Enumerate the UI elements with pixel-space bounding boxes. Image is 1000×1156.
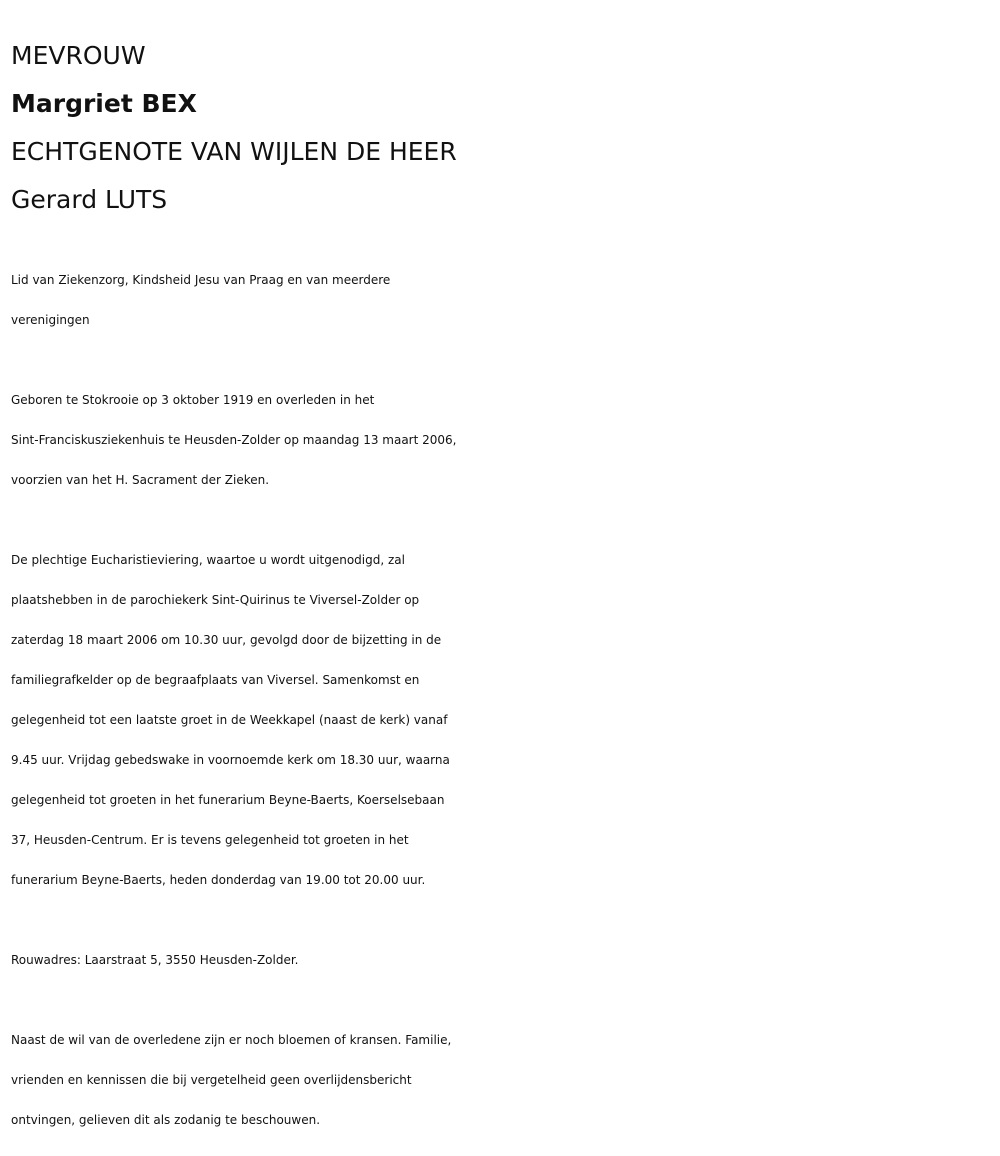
paragraph-line: Naast de wil van de overledene zijn er noch bloemen of kransen. Familie, [11,1033,452,1047]
paragraph-line: Lid van Ziekenzorg, Kindsheid Jesu van Praag en van meerdere [11,273,391,287]
paragraph-line: plaatshebben in de parochiekerk Sint-Quirinus te Viversel-Zolder op [11,593,420,607]
paragraph-line: zaterdag 18 maart 2006 om 10.30 uur, gevolgd door de bijzetting in de [11,633,442,647]
paragraph-line: 9.45 uur. Vrijdag gebedswake in voornoemde kerk om 18.30 uur, waarna [11,753,450,767]
paragraph-line: Geboren te Stokrooie op 3 oktober 1919 en overleden in het [11,393,375,407]
flowers-paragraph [11,1020,996,1140]
paragraph-line: ontvingen, gelieven dit als zodanig te beschouwen. [11,1113,321,1127]
paragraph-line: De plechtige Eucharistieviering, waartoe u wordt uitgenodigd, zal [11,553,405,567]
birth-death-paragraph [11,380,996,500]
paragraph-line: gelegenheid tot groeten in het funerarium Beyne-Baerts, Koerselsebaan [11,793,445,807]
membership-paragraph [11,260,996,340]
relation-line: ECHTGENOTE VAN WIJLEN DE HEER [11,137,457,166]
ceremony-paragraph [11,540,996,900]
paragraph-line: 37, Heusden-Centrum. Er is tevens gelegenheid tot groeten in het [11,833,409,847]
title-prefix: MEVROUW [11,41,146,70]
paragraph-line: gelegenheid tot een laatste groet in de Weekkapel (naast de kerk) vanaf [11,713,448,727]
paragraph-line: funerarium Beyne-Baerts, heden donderdag van 19.00 tot 20.00 uur. [11,873,426,887]
deceased-name: Margriet BEX [11,89,197,118]
address-paragraph [11,940,996,980]
paragraph-line: Rouwadres: Laarstraat 5, 3550 Heusden-Zolder. [11,953,299,967]
paragraph-line: voorzien van het H. Sacrament der Zieken. [11,473,270,487]
paragraph-line: Sint-Franciskusziekenhuis te Heusden-Zolder op maandag 13 maart 2006, [11,433,457,447]
paragraph-line: vrienden en kennissen die bij vergetelheid geen overlijdensbericht [11,1073,412,1087]
paragraph-line: verenigingen [11,313,90,327]
paragraph-line: familiegrafkelder op de begraafplaats van Viversel. Samenkomst en [11,673,420,687]
spouse-name: Gerard LUTS [11,185,168,214]
